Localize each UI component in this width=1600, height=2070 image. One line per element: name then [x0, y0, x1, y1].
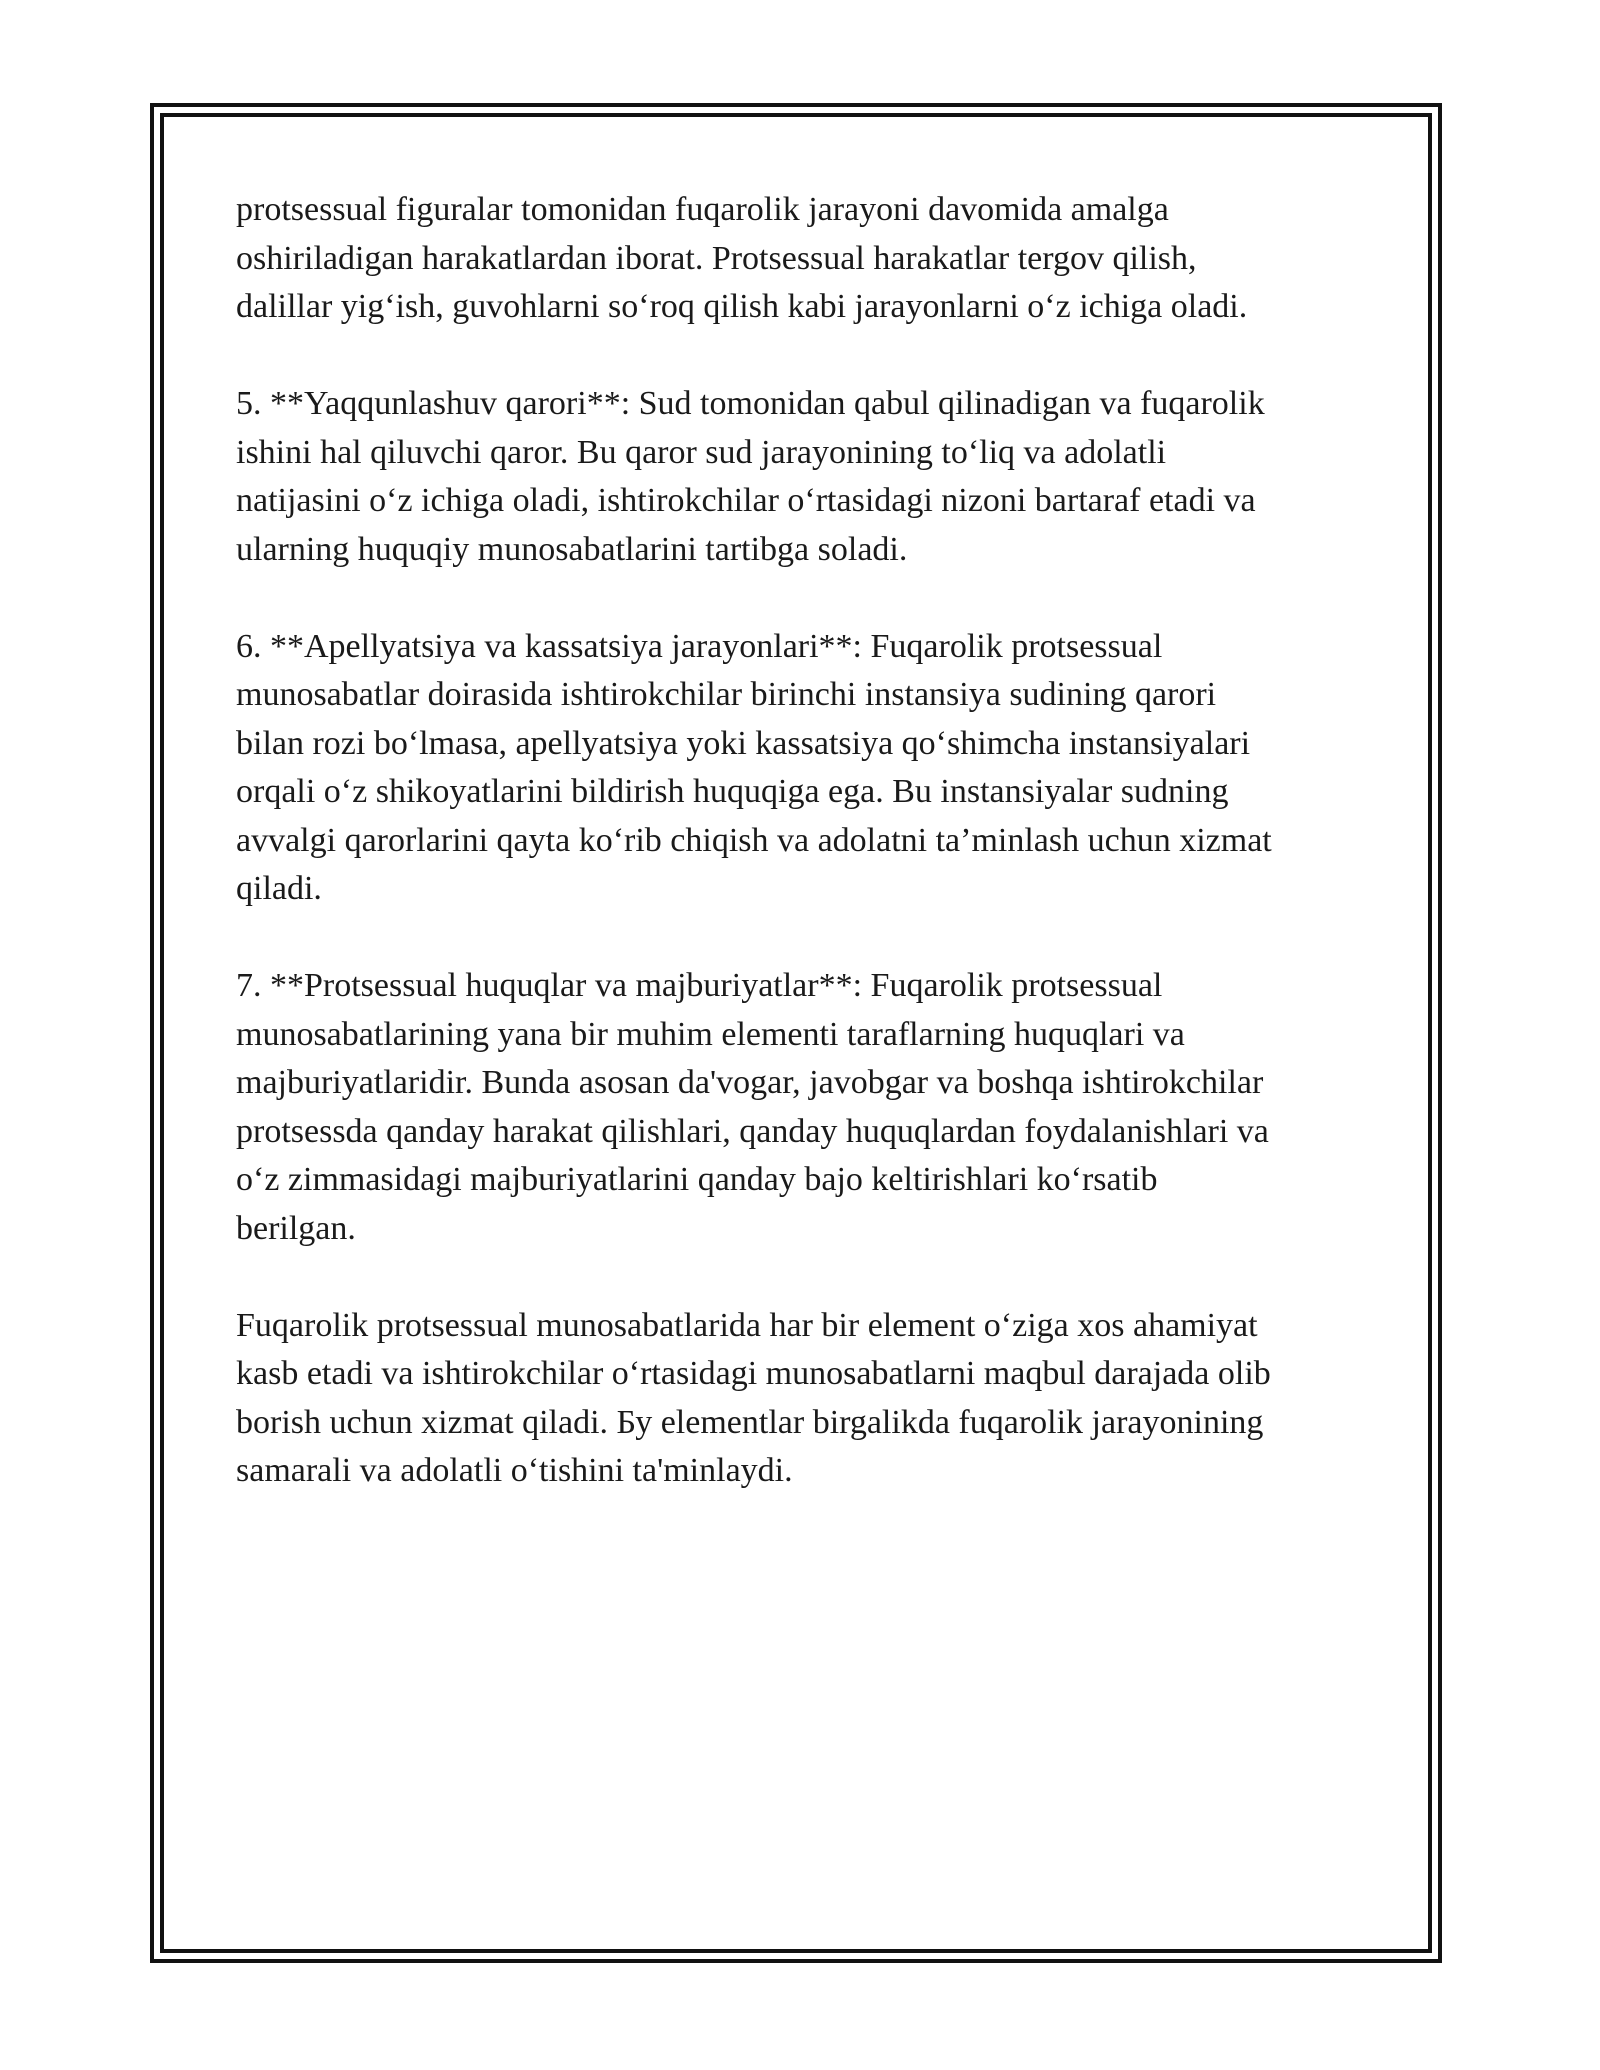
document-body	[236, 186, 1366, 1544]
paragraph-continuation: protsessual figuralar tomonidan fuqarolik jarayoni davomida amalga oshiriladigan harakatlardan iborat. Protsessual harakatlar tergov qilish, dalillar yig‘ish, guvohlarni so‘roq qilish kabi jarayonlarni o‘z ichiga oladi.	[236, 191, 1248, 325]
paragraph-item-7: 7. **Protsessual huquqlar va majburiyatlar**: Fuqarolik protsessual munosabatlarining yana bir muhim elementi taraflarning huquqlari va majburiyatlaridir. Bunda asosan da'vogar, javobgar va boshqa ishtirokchilar protsessda qanday harakat qilishlari, qanday huquqlardan foydalanishlari va o‘z zimmasidagi majburiyatlarini qanday bajo keltirishlari ko‘rsatib berilgan.	[236, 967, 1269, 1247]
paragraph-item-5: 5. **Yaqqunlashuv qarori**: Sud tomonidan qabul qilinadigan va fuqarolik ishini hal qiluvchi qaror. Bu qaror sud jarayonining to‘liq va adolatli natijasini o‘z ichiga oladi, ishtirokchilar o‘rtasidagi nizoni bartaraf etadi va ularning huquqiy munosabatlarini tartibga soladi.	[236, 385, 1265, 568]
paragraph-item-6: 6. **Apellyatsiya va kassatsiya jarayonlari**: Fuqarolik protsessual munosabatlar doirasida ishtirokchilar birinchi instansiya sudining qarori bilan rozi bo‘lmasa, apellyatsiya yoki kassatsiya qo‘shimcha instansiyalari orqali o‘z shikoyatlarini bildirish huquqiga ega. Bu instansiyalar sudning avvalgi qarorlarini qayta ko‘rib chiqish va adolatni ta’minlash uchun xizmat qiladi.	[236, 627, 1272, 907]
paragraph-conclusion: Fuqarolik protsessual munosabatlarida har bir element o‘ziga xos ahamiyat kasb etadi va ishtirokchilar o‘rtasidagi munosabatlarni maqbul darajada olib borish uchun xizmat qiladi. Бу elementlar birgalikda fuqarolik jarayonining samarali va adolatli o‘tishini ta'minlaydi.	[236, 1306, 1271, 1489]
